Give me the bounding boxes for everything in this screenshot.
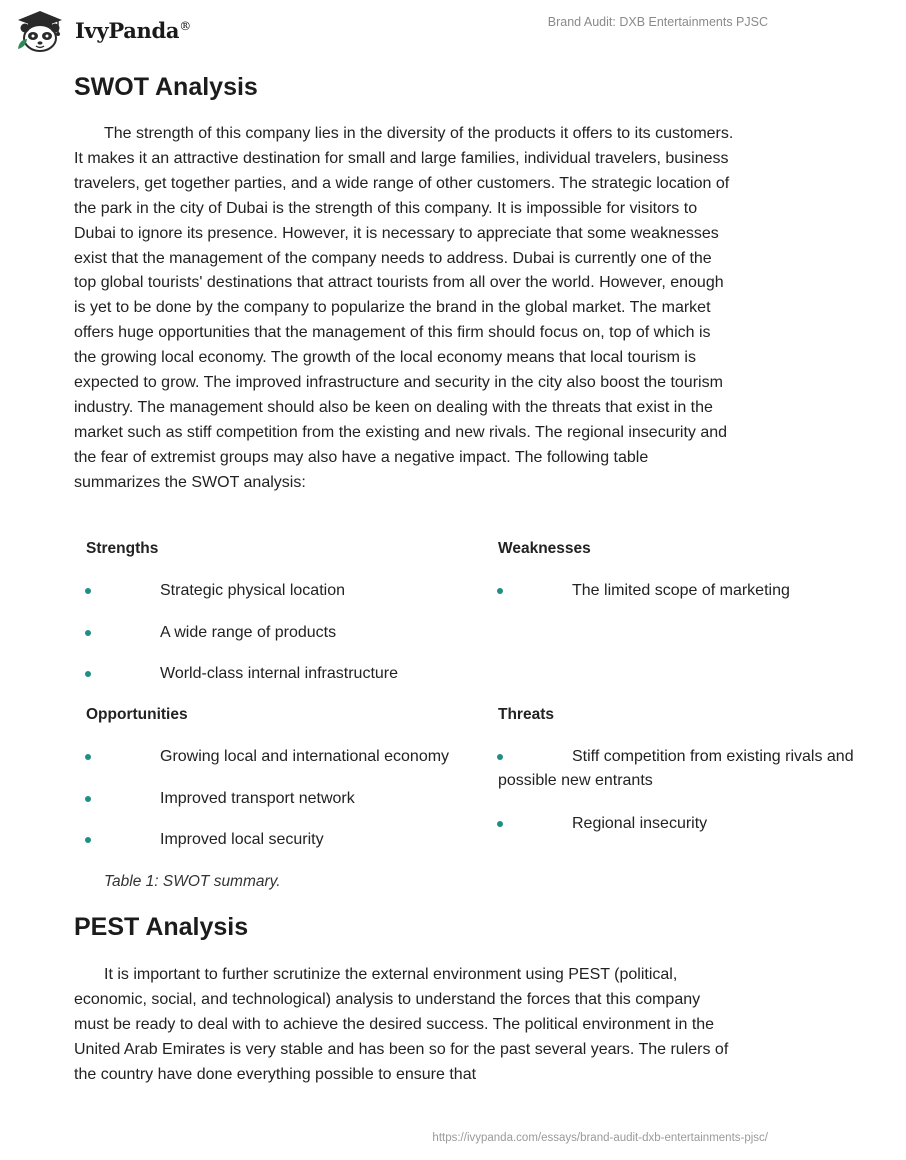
strength-text: Strategic physical location xyxy=(160,582,345,599)
opportunity-text: Improved local security xyxy=(160,831,324,849)
registered-mark: ® xyxy=(179,19,191,33)
bullet-icon xyxy=(497,588,503,594)
brand-name[interactable] xyxy=(75,18,191,43)
bullet-icon xyxy=(85,754,91,760)
ivypanda-logo[interactable] xyxy=(14,9,66,53)
opportunities-title: Opportunities xyxy=(86,706,188,723)
bullet-icon xyxy=(85,630,91,636)
list-item xyxy=(486,812,906,854)
strength-text: World-class internal infrastructure xyxy=(160,665,399,683)
pest-heading: PEST Analysis xyxy=(74,913,249,941)
list-item xyxy=(74,745,494,787)
list-item xyxy=(74,662,494,704)
list-item xyxy=(74,621,494,663)
bullet-icon xyxy=(85,588,91,594)
list-item xyxy=(74,787,494,829)
swot-heading: SWOT Analysis xyxy=(74,73,258,101)
list-item xyxy=(486,579,906,621)
bullet-icon xyxy=(497,821,503,827)
swot-paragraph: The strength of this company lies in the diversity of the products it offers to its customers. It makes it an attractive destination for small and large families, individual travelers, business travelers, get together parties, and a wide range of other customers. The strategic location of the park in the city of Dubai is the strength of this company. It is impossible for visitors to Dubai to ignore its presence. However, it is necessary to appreciate that some weaknesses exist that the management of the company needs to address. Dubai is currently one of the top global tourists' destinations that attract tourists from all over the world. However, enough is yet to be done by the company to popularize the brand in the global market. The market offers huge opportunities that the management of this firm should focus on, top of which is the growing local economy. The growth of the local economy means that local tourism is expected to grow. The improved infrastructure and security in the city also boost the tourism industry. The management should also be keen on dealing with the threats that exist in the market such as stiff competition from the existing and new rivals. The regional insecurity and the fear of extremist groups may also have a negative impact. The following table summarizes the SWOT analysis: xyxy=(74,125,734,491)
table-caption: Table 1: SWOT summary. xyxy=(104,873,281,890)
threat-text: Regional insecurity xyxy=(572,815,708,832)
strength-text: A wide range of products xyxy=(160,623,337,641)
list-item xyxy=(74,579,494,621)
bullet-icon xyxy=(85,796,91,802)
strengths-title: Strengths xyxy=(86,540,159,557)
bullet-icon xyxy=(85,837,91,843)
weaknesses-title: Weaknesses xyxy=(498,540,591,557)
list-item xyxy=(74,828,494,870)
page-header xyxy=(0,0,800,62)
list-item xyxy=(486,745,906,812)
threats-title: Threats xyxy=(498,706,554,723)
weakness-text: The limited scope of marketing xyxy=(572,582,790,599)
bullet-icon xyxy=(85,671,91,677)
swot-table xyxy=(74,535,854,875)
threat-text: Stiff competition from existing rivals and possible new entrants xyxy=(498,748,854,789)
opportunity-text: Improved transport network xyxy=(160,789,355,807)
panda-graduate-icon xyxy=(14,9,66,53)
brand-name-text: IvyPanda xyxy=(75,18,180,43)
opportunity-text: Growing local and international economy xyxy=(160,748,450,765)
document-title: Brand Audit: DXB Entertainments PJSC xyxy=(547,15,768,29)
pest-paragraph: It is important to further scrutinize the external environment using PEST (political, economic, social, and technological) analysis to understand the forces that this company must be ready to deal with to achieve the desired success. The political environment in the United Arab Emirates is very stable and has been so for the past several years. The rulers of the country have done everything possible to ensure that xyxy=(74,966,729,1083)
source-url[interactable]: https://ivypanda.com/essays/brand-audit-dxb-entertainments-pjsc/ xyxy=(432,1132,768,1144)
